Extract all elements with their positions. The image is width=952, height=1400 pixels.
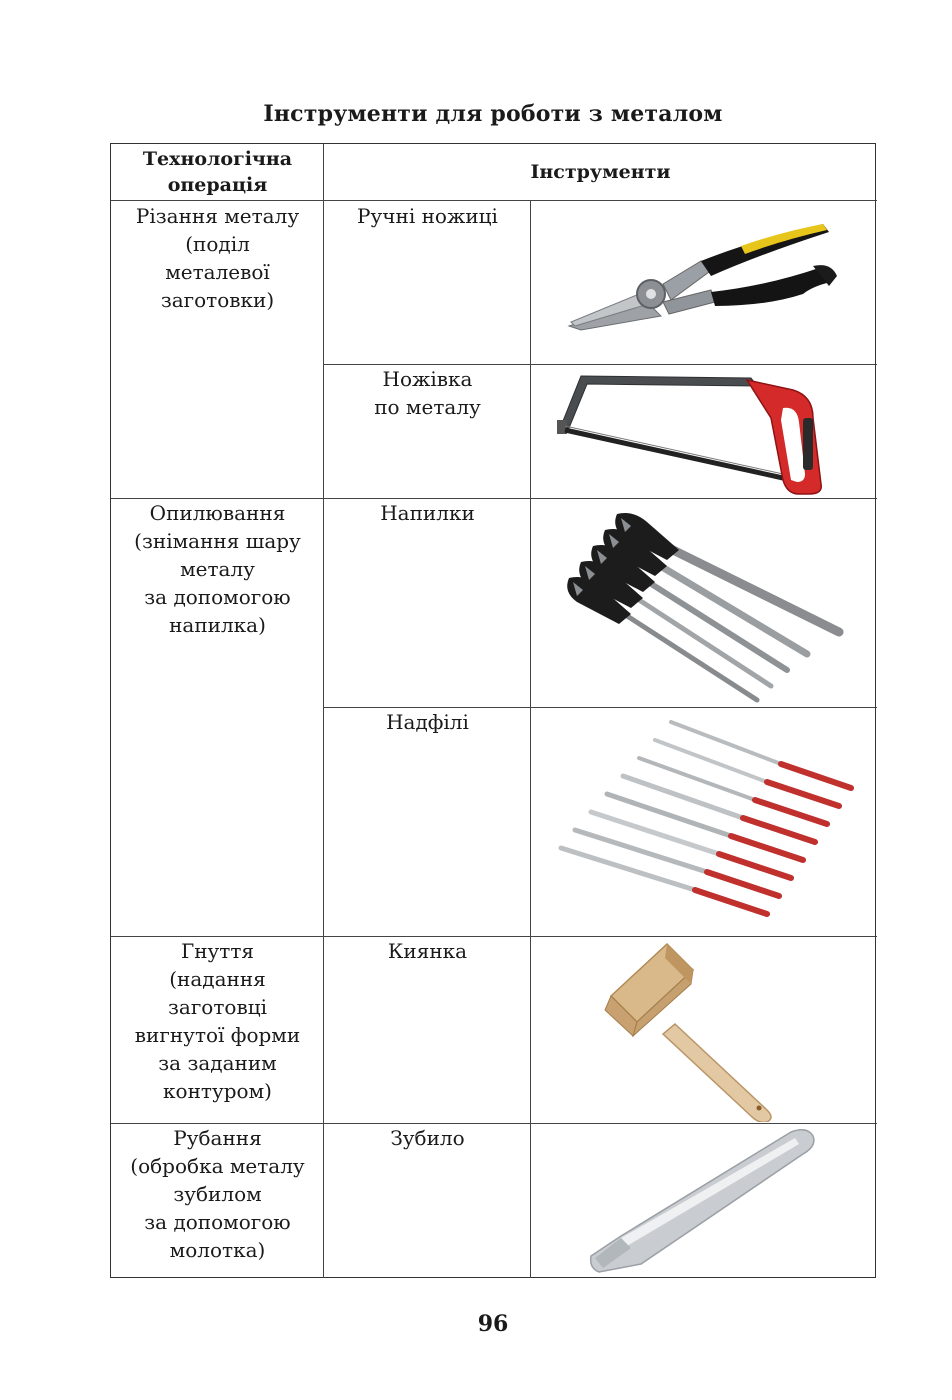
header-operation: Технологічна операція xyxy=(142,148,293,196)
hacksaw-image xyxy=(551,368,861,496)
tool-name: Киянка xyxy=(387,939,468,963)
tool-name: Ножівка по металу xyxy=(374,367,481,419)
operation-chopping: Рубання (обробка металу зубилом за допомогою молотка) xyxy=(130,1126,305,1262)
operation-bending: Гнуття (надання заготовці вигнутої форми за заданим контуром) xyxy=(134,939,301,1103)
operation-cutting: Різання металу (поділ металевої заготовки) xyxy=(135,204,300,312)
tool-name: Ручні ножиці xyxy=(357,204,498,228)
tools-table xyxy=(110,143,876,1278)
chisel-image xyxy=(581,1126,831,1276)
files-image xyxy=(551,504,861,704)
needle-files-image xyxy=(551,712,861,934)
mallet-image xyxy=(591,940,811,1122)
tool-name: Зубило xyxy=(390,1126,465,1150)
column-divider xyxy=(530,200,531,1278)
header-tools: Інструменти xyxy=(530,161,671,183)
operation-filing: Опилювання (знімання шару металу за допомогою напилка) xyxy=(134,501,301,637)
page-number: 96 xyxy=(477,1311,509,1337)
page-title: Інструменти для роботи з металом xyxy=(263,101,723,127)
tool-name: Надфілі xyxy=(386,710,469,734)
tool-name: Напилки xyxy=(380,501,475,525)
row-divider xyxy=(111,200,877,201)
tin-snips-image xyxy=(551,206,851,346)
